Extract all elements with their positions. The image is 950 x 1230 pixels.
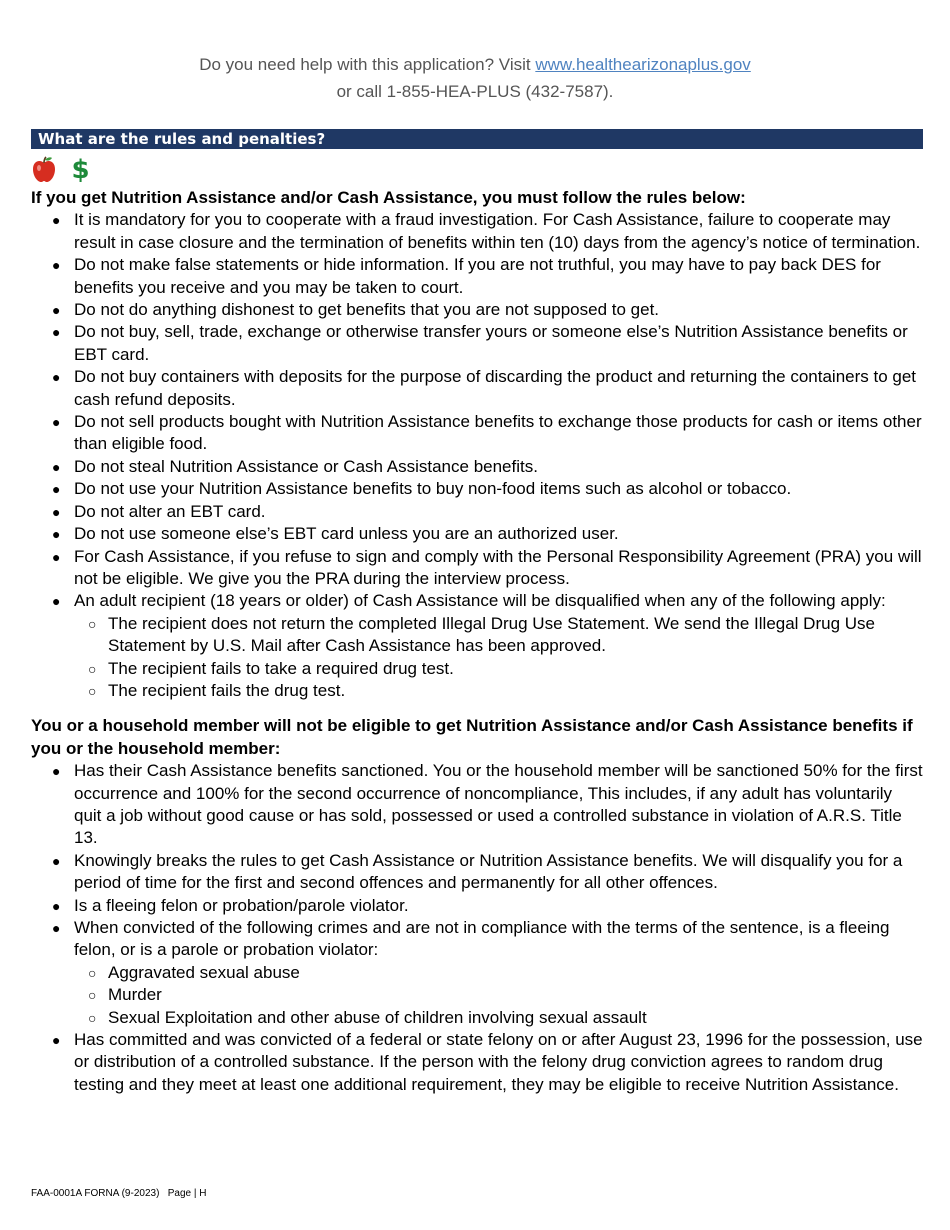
page-footer <box>31 1188 206 1199</box>
section-title-bar: What are the rules and penalties? <box>31 129 923 149</box>
list-item: ● Has committed and was convicted of a federal or state felony on or after August 23, 1996 for the possession, use or distribution of a controlled substance. If the person with the felony drug conviction agrees to random drug testing and they meet at least one additional requirement, they may be eligible to receive Nutrition Assistance. <box>31 1029 923 1096</box>
help-text: Do you need help with this application? Visit <box>199 55 536 74</box>
rules-list <box>31 209 923 702</box>
list-item-text: When convicted of the following crimes and are not in compliance with the terms of the sentence, is a fleeing felon, or is a parole or probation violator: <box>74 918 890 960</box>
section-gap <box>31 702 923 715</box>
list-item: ● Do not make false statements or hide information. If you are not truthful, you may have to pay back DES for benefits you receive and you may be taken to court. <box>31 254 923 299</box>
list-item: ● Has their Cash Assistance benefits sanctioned. You or the household member will be sanctioned 50% for the first occurrence and 100% for the second occurrence of noncompliance, This includes, if any adult has voluntarily quit a job without good cause or has sold, possessed or used a controlled substance in violation of A.R.S. Title 13. <box>31 760 923 850</box>
help-phone-line: or call 1-855-HEA-PLUS (432-7587). <box>336 82 614 101</box>
sub-list-item: ○ Murder <box>74 984 923 1006</box>
form-id: FAA-0001A FORNA (9-2023) <box>31 1188 160 1199</box>
program-icons <box>31 155 90 185</box>
sub-list <box>74 962 923 1029</box>
list-item: ● Is a fleeing felon or probation/parole violator. <box>31 895 923 917</box>
sub-list-item: ○ The recipient does not return the completed Illegal Drug Use Statement. We send the Illegal Drug Use Statement by U.S. Mail after Cash Assistance has been approved. <box>74 613 923 658</box>
help-website-link[interactable]: www.healthearizonaplus.gov <box>535 55 751 74</box>
list-item-with-subitems <box>31 590 923 702</box>
sub-list-item: ○ Aggravated sexual abuse <box>74 962 923 984</box>
sub-list <box>74 613 923 703</box>
list-item-with-subitems <box>31 917 923 1029</box>
sub-list-item: ○ Sexual Exploitation and other abuse of children involving sexual assault <box>74 1007 923 1029</box>
dollar-icon: $ <box>71 155 90 185</box>
rules-content <box>31 187 923 1096</box>
list-item: ● Knowingly breaks the rules to get Cash Assistance or Nutrition Assistance benefits. We will disqualify you for a period of time for the first and second offences and permanently for all other offences. <box>31 850 923 895</box>
list-item: ● Do not use your Nutrition Assistance benefits to buy non-food items such as alcohol or tobacco. <box>31 478 923 500</box>
sub-list-item: ○ The recipient fails the drug test. <box>74 680 923 702</box>
list-item: ● For Cash Assistance, if you refuse to sign and comply with the Personal Responsibility Agreement (PRA) you will not be eligible. We give you the PRA during the interview process. <box>31 546 923 591</box>
eligibility-list <box>31 760 923 1096</box>
help-line-1 <box>0 51 950 78</box>
list-item: ● Do not buy containers with deposits for the purpose of discarding the product and returning the containers to get cash refund deposits. <box>31 366 923 411</box>
list-item: ● Do not do anything dishonest to get benefits that you are not supposed to get. <box>31 299 923 321</box>
list-item: ● Do not alter an EBT card. <box>31 501 923 523</box>
apple-icon <box>31 155 57 183</box>
rules-heading: If you get Nutrition Assistance and/or Cash Assistance, you must follow the rules below: <box>31 188 746 207</box>
help-banner <box>0 51 950 105</box>
page-number: Page | H <box>167 1188 207 1199</box>
list-item: ● Do not steal Nutrition Assistance or Cash Assistance benefits. <box>31 456 923 478</box>
list-item-text: An adult recipient (18 years or older) of Cash Assistance will be disqualified when any of the following apply: <box>74 591 886 611</box>
list-item: ● Do not sell products bought with Nutrition Assistance benefits to exchange those products for cash or items other than eligible food. <box>31 411 923 456</box>
eligibility-heading: You or a household member will not be eligible to get Nutrition Assistance and/or Cash Assistance benefits if you or the household member: <box>31 716 913 758</box>
list-item: ● It is mandatory for you to cooperate with a fraud investigation. For Cash Assistance, failure to cooperate may result in case closure and the termination of benefits within ten (10) days from the agency’s notice of termination. <box>31 209 923 254</box>
sub-list-item: ○ The recipient fails to take a required drug test. <box>74 658 923 680</box>
list-item: ● Do not buy, sell, trade, exchange or otherwise transfer yours or someone else’s Nutrition Assistance benefits or EBT card. <box>31 321 923 366</box>
list-item: ● Do not use someone else’s EBT card unless you are an authorized user. <box>31 523 923 545</box>
